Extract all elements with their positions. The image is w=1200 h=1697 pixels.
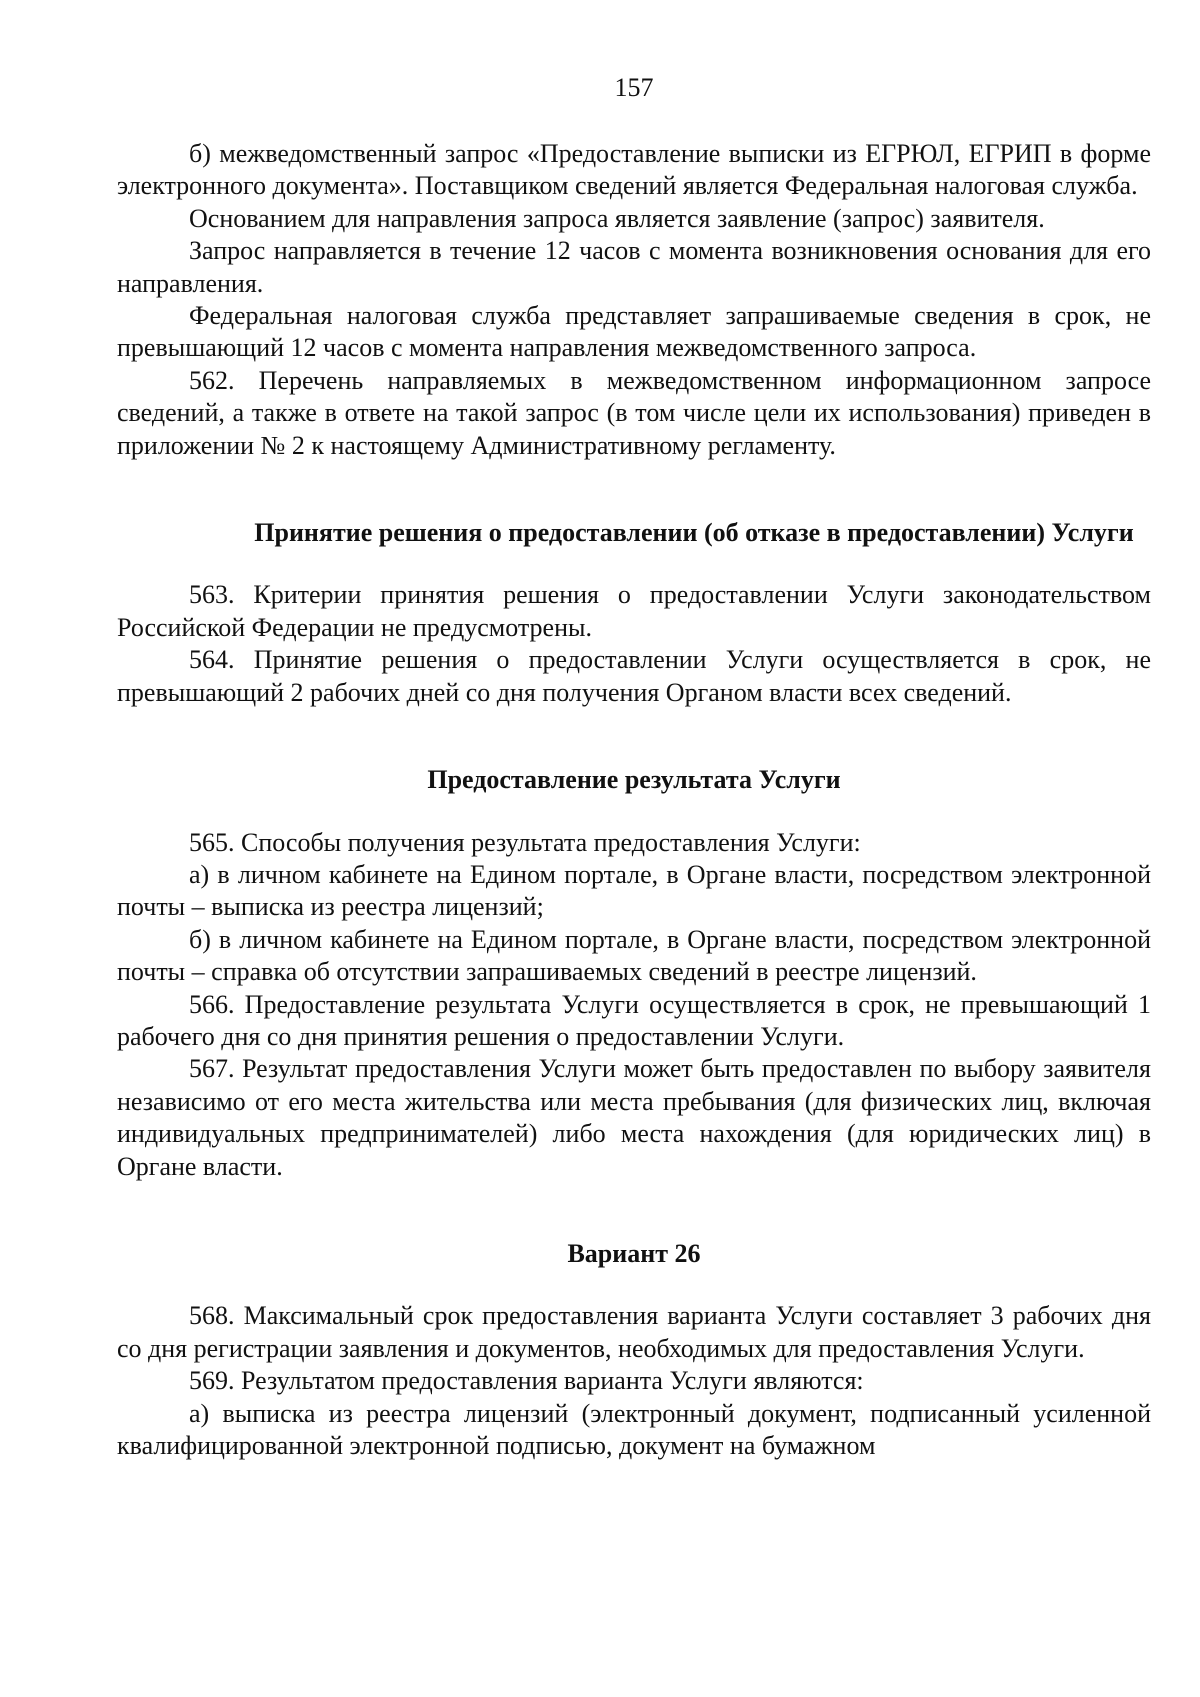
paragraph-569: 569. Результатом предоставления варианта Услуги являются: bbox=[189, 1366, 864, 1396]
paragraph-565-b: б) в личном кабинете на Едином портале, в Органе власти, посредством электронной почты – справка об отсутствии запрашиваемых сведений в реестре лицензий. bbox=[117, 924, 1151, 987]
paragraph-566: 566. Предоставление результата Услуги осуществляется в срок, не превышающий 1 рабочего дня со дня принятия решения о предоставлении Услуги. bbox=[117, 989, 1151, 1051]
paragraph-564: 564. Принятие решения о предоставлении Услуги осуществляется в срок, не превышающий 2 рабочих дней со дня получения Органом власти всех сведений. bbox=[117, 645, 1151, 707]
paragraph-565: 565. Способы получения результата предоставления Услуги: bbox=[189, 827, 861, 857]
paragraph-request-timing: Запрос направляется в течение 12 часов с момента возникновения основания для его направления. bbox=[117, 236, 1151, 298]
section-heading-decision: Принятие решения о предоставлении (об отказе в предоставлении) Услуги bbox=[254, 518, 1134, 548]
page-number: 157 bbox=[614, 73, 654, 102]
paragraph-request-basis: Основанием для направления запроса является заявление (запрос) заявителя. bbox=[189, 203, 1045, 233]
paragraph-569-a: а) выписка из реестра лицензий (электронный документ, подписанный усиленной квалифицированной электронной подписью, документ на бумажном bbox=[117, 1398, 1151, 1460]
document-body bbox=[117, 138, 1151, 1462]
paragraph-fns-response-timing: Федеральная налоговая служба представляет запрашиваемые сведения в срок, не превышающий 12 часов с момента направления межведомственного запроса. bbox=[117, 301, 1151, 363]
paragraph-563: 563. Критерии принятия решения о предоставлении Услуги законодательством Российской Федерации не предусмотрены. bbox=[117, 580, 1151, 642]
paragraph-interagency-request-egrul: б) межведомственный запрос «Предоставление выписки из ЕГРЮЛ, ЕГРИП в форме электронного документа». Поставщиком сведений является Федеральная налоговая служба. bbox=[117, 139, 1151, 201]
paragraph-562: 562. Перечень направляемых в межведомственном информационном запросе сведений, а также в ответе на такой запрос (в том числе цели их использования) приведен в приложении № 2 к настоящему Административному регламенту. bbox=[117, 365, 1151, 460]
paragraph-565-a: а) в личном кабинете на Едином портале, в Органе власти, посредством электронной почты – выписка из реестра лицензий; bbox=[117, 859, 1151, 922]
paragraph-568: 568. Максимальный срок предоставления варианта Услуги составляет 3 рабочих дня со дня регистрации заявления и документов, необходимых для предоставления Услуги. bbox=[117, 1301, 1151, 1363]
section-heading-result: Предоставление результата Услуги bbox=[427, 765, 841, 795]
section-heading-variant-26: Вариант 26 bbox=[567, 1238, 701, 1268]
paragraph-567: 567. Результат предоставления Услуги может быть предоставлен по выбору заявителя независимо от его места жительства или места пребывания (для физических лиц, включая индивидуальных предпринимателей) либо места нахождения (для юридических лиц) в Органе власти. bbox=[117, 1054, 1151, 1181]
